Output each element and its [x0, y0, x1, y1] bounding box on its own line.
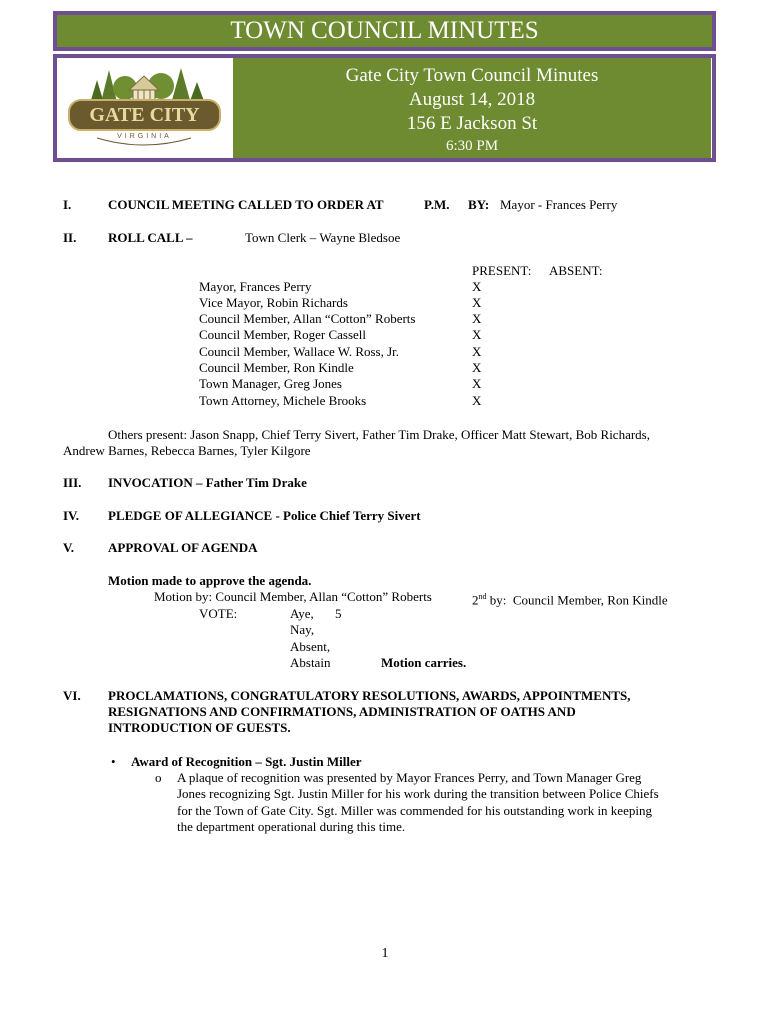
- sub-bullet-icon: o: [155, 770, 162, 785]
- title-banner: [53, 11, 716, 51]
- section-1-by-label: BY:: [468, 197, 490, 212]
- bullet-icon: •: [111, 754, 116, 769]
- meeting-address: 156 E Jackson St: [406, 113, 538, 134]
- meeting-info-panel: [233, 58, 711, 158]
- motion-second-sup: nd: [478, 592, 487, 601]
- meeting-date: August 14, 2018: [408, 89, 536, 110]
- roll-member: Council Member, Wallace W. Ross, Jr.: [199, 344, 400, 359]
- roll-mark: X: [472, 295, 482, 310]
- section-1-pm: P.M.: [424, 197, 450, 212]
- section-1-title: COUNCIL MEETING CALLED TO ORDER AT: [108, 197, 384, 212]
- absent-label: ABSENT:: [549, 263, 603, 278]
- roll-member: Town Manager, Greg Jones: [199, 376, 342, 391]
- section-2-title: ROLL CALL –: [108, 230, 193, 245]
- present-label: PRESENT:: [472, 263, 532, 278]
- meeting-time: 6:30 PM: [445, 138, 499, 154]
- award-text-line3: for the Town of Gate City. Sgt. Miller was commended for his outstanding work in keeping: [177, 803, 652, 818]
- meeting-title: Gate City Town Council Minutes: [345, 65, 599, 86]
- vote-absent: Absent,: [290, 639, 331, 654]
- section-6-number: VI.: [63, 688, 81, 703]
- roll-mark: X: [472, 376, 482, 391]
- award-text-line2: Jones recognizing Sgt. Justin Miller for his work during the transition between Police Chiefs: [177, 786, 659, 801]
- logo-subtext: VIRGINIA: [117, 133, 172, 140]
- roll-mark: X: [472, 393, 482, 408]
- document-title: TOWN COUNCIL MINUTES: [230, 17, 539, 44]
- section-5-number: V.: [63, 540, 74, 555]
- motion-result: Motion carries.: [381, 655, 467, 670]
- vote-aye-count: 5: [335, 606, 342, 621]
- section-5-title: APPROVAL OF AGENDA: [108, 540, 258, 555]
- section-2-number: II.: [63, 230, 77, 245]
- roll-member: Council Member, Ron Kindle: [199, 360, 354, 375]
- others-present-line1: Others present: Jason Snapp, Chief Terry Sivert, Father Tim Drake, Officer Matt Stewart, Bob Richards,: [108, 427, 650, 442]
- award-text-line1: A plaque of recognition was presented by Mayor Frances Perry, and Town Manager Greg: [177, 770, 642, 785]
- roll-mark: X: [472, 327, 482, 342]
- section-6-title-line3: INTRODUCTION OF GUESTS.: [108, 720, 291, 735]
- section-1-by-value: Mayor - Frances Perry: [500, 197, 618, 212]
- award-title: Award of Recognition – Sgt. Justin Miller: [131, 754, 362, 769]
- roll-member: Council Member, Roger Cassell: [199, 327, 367, 342]
- roll-member: Vice Mayor, Robin Richards: [199, 295, 348, 310]
- vote-nay: Nay,: [290, 622, 315, 637]
- section-6-title-line2: RESIGNATIONS AND CONFIRMATIONS, ADMINISTRATION OF OATHS AND: [108, 704, 576, 719]
- section-4-title: PLEDGE OF ALLEGIANCE - Police Chief Terry Sivert: [108, 508, 421, 523]
- award-text-line4: the department operational during this time.: [177, 819, 406, 834]
- vote-aye: Aye,: [290, 606, 314, 621]
- section-3-title: INVOCATION – Father Tim Drake: [108, 475, 307, 490]
- others-present-line2: Andrew Barnes, Rebecca Barnes, Tyler Kilgore: [63, 443, 311, 458]
- roll-mark: X: [472, 311, 482, 326]
- roll-member: Town Attorney, Michele Brooks: [199, 393, 367, 408]
- roll-mark: X: [472, 279, 482, 294]
- gate-city-logo: [57, 58, 232, 158]
- motion-heading: Motion made to approve the agenda.: [108, 573, 312, 588]
- town-clerk: Town Clerk – Wayne Bledsoe: [245, 230, 401, 245]
- motion-second: 2nd by: Council Member, Ron Kindle: [472, 592, 668, 608]
- roll-mark: X: [472, 360, 482, 375]
- section-3-number: III.: [63, 475, 82, 490]
- section-6-title-line1: PROCLAMATIONS, CONGRATULATORY RESOLUTIONS, AWARDS, APPOINTMENTS,: [108, 688, 631, 703]
- roll-member: Mayor, Frances Perry: [199, 279, 312, 294]
- roll-member: Council Member, Allan “Cotton” Roberts: [199, 311, 416, 326]
- vote-abstain: Abstain: [290, 655, 331, 670]
- section-4-number: IV.: [63, 508, 80, 523]
- vote-label: VOTE:: [199, 606, 238, 621]
- logo-text: GATE CITY: [89, 104, 200, 126]
- page-number: 1: [381, 946, 389, 961]
- roll-mark: X: [472, 344, 482, 359]
- motion-by: Motion by: Council Member, Allan “Cotton” Roberts: [154, 589, 432, 604]
- section-1-number: I.: [63, 197, 72, 212]
